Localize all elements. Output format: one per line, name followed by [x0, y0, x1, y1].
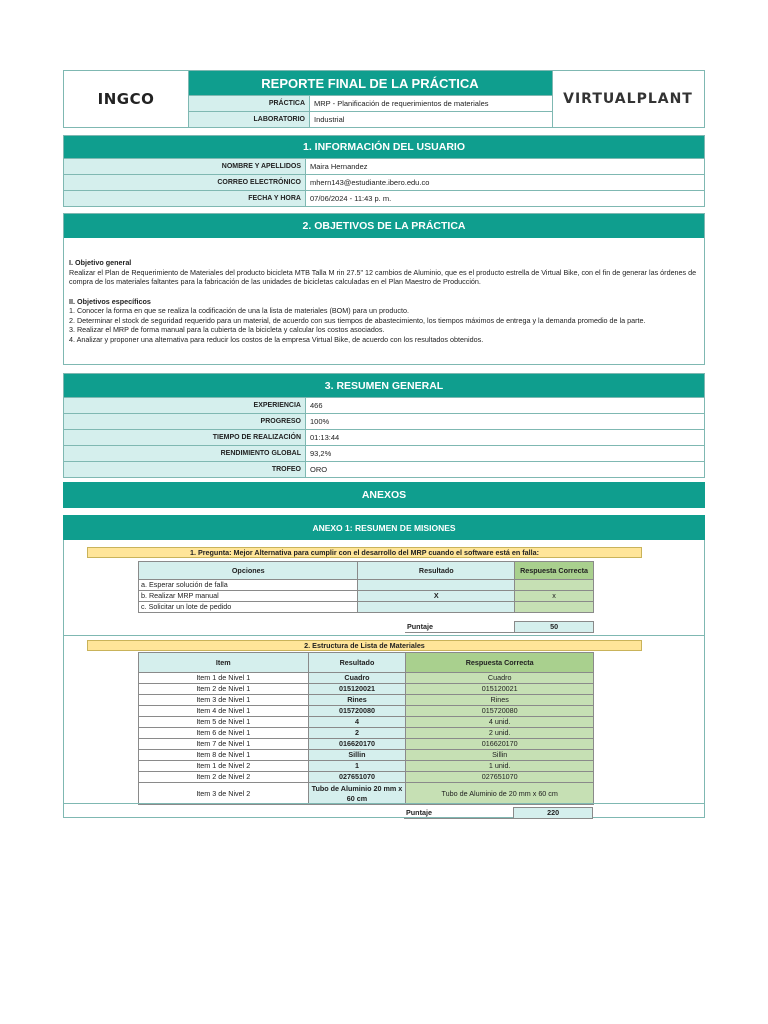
- table-row: [139, 591, 594, 602]
- specific-objective-item: 3. Realizar el MRP de forma manual para la cubierta de la bicicleta y calcular los costos asociados.: [69, 325, 385, 334]
- q2-result: Sillin: [308, 750, 406, 761]
- q1-correct: [515, 580, 594, 591]
- user-info-section: [63, 135, 705, 207]
- user-date-row: [64, 190, 704, 206]
- q1-result: [358, 580, 515, 591]
- general-objective-text: Realizar el Plan de Requerimiento de Materiales del producto bicicleta MTB Talla M rin 27.5" 12 cambios de Aluminio, que es el producto estrella de Virtual Bike, con el fin de generar las órdenes de compra de los materiales faltantes para la fabricación de las unidades de bicicletas calculadas en el Plan Maestro de Producción.: [69, 267, 697, 286]
- summary-row-progress: [64, 413, 704, 429]
- row-label: TIEMPO DE REALIZACIÓN: [64, 430, 306, 445]
- q1-option: c. Solicitar un lote de pedido: [139, 602, 358, 613]
- q1-header-result: Resultado: [358, 562, 515, 580]
- q2-correct: Rines: [406, 695, 594, 706]
- q2-title: 2. Estructura de Lista de Materiales: [87, 640, 642, 651]
- specific-objective-item: 1. Conocer la forma en que se realiza la codificación de una la lista de materiales (BOM) para un producto.: [69, 306, 409, 315]
- q2-header-result: Resultado: [308, 653, 406, 673]
- objectives-section: [63, 213, 705, 365]
- summary-row-performance: [64, 445, 704, 461]
- q2-correct: Tubo de Aluminio de 20 mm x 60 cm: [406, 783, 594, 805]
- practica-row: [188, 95, 552, 111]
- row-value: Maira Hernandez: [310, 162, 368, 171]
- q1-correct: [515, 602, 594, 613]
- q2-correct: Sillin: [406, 750, 594, 761]
- q2-result: 1: [308, 761, 406, 772]
- row-label: CORREO ELECTRÓNICO: [64, 175, 306, 190]
- q2-item: Item 4 de Nivel 1: [139, 706, 309, 717]
- laboratorio-value: Industrial: [310, 111, 552, 127]
- q1-result: [358, 602, 515, 613]
- row-label: FECHA Y HORA: [64, 191, 306, 206]
- row-value: 466: [310, 401, 323, 410]
- q2-result: Cuadro: [308, 673, 406, 684]
- laboratorio-label: LABORATORIO: [188, 111, 310, 127]
- q1-score-label: Puntaje: [405, 622, 515, 633]
- q2-item: Item 8 de Nivel 1: [139, 750, 309, 761]
- q1-option: a. Esperar solución de falla: [139, 580, 358, 591]
- q1-score: [405, 621, 594, 633]
- q2-item: Item 2 de Nivel 1: [139, 684, 309, 695]
- summary-row-time: [64, 429, 704, 445]
- row-value: 100%: [310, 417, 330, 426]
- row-label: PROGRESO: [64, 414, 306, 429]
- specific-objectives-heading: II. Objetivos específicos: [69, 296, 151, 306]
- ingco-logo: INGCO: [97, 90, 155, 108]
- q2-header-item: Item: [139, 653, 309, 673]
- q1-result: X: [358, 591, 515, 602]
- q2-correct: 4 unid.: [406, 717, 594, 728]
- report-header: [63, 70, 705, 128]
- table-row: [139, 706, 594, 717]
- q1-header-correct: Respuesta Correcta: [515, 562, 594, 580]
- row-value: 93,2%: [310, 449, 332, 458]
- q2-item: Item 7 de Nivel 1: [139, 739, 309, 750]
- table-row: [139, 673, 594, 684]
- objectives-body: [64, 238, 704, 354]
- summary-row-experience: [64, 397, 704, 413]
- row-label: TROFEO: [64, 462, 306, 477]
- row-value: mhern143@estudiante.ibero.edu.co: [310, 178, 430, 187]
- table-row: [139, 739, 594, 750]
- row-label: NOMBRE Y APELLIDOS: [64, 159, 306, 174]
- row-value: 07/06/2024 - 11:43 p. m.: [310, 194, 392, 203]
- practica-value: MRP - Planificación de requerimientos de materiales: [310, 95, 552, 111]
- q2-result: Rines: [308, 695, 406, 706]
- q1-table: [138, 561, 594, 613]
- q2-result: Tubo de Aluminio 20 mm x 60 cm: [308, 783, 406, 805]
- q2-correct: 015120021: [406, 684, 594, 695]
- specific-objective-item: 4. Analizar y proponer una alternativa para reducir los costos de la empresa Virtual Bike, de acuerdo con los resultados obtenidos.: [69, 334, 484, 344]
- table-row: [139, 783, 594, 805]
- q2-score: [404, 807, 593, 819]
- virtualplant-logo: VIRTUALPLANT: [563, 91, 693, 107]
- q2-result: 027651070: [308, 772, 406, 783]
- table-row: [139, 761, 594, 772]
- q2-score-value: 220: [514, 808, 593, 819]
- laboratorio-row: [188, 111, 552, 127]
- q2-item: Item 2 de Nivel 2: [139, 772, 309, 783]
- q1-title: 1. Pregunta: Mejor Alternativa para cumplir con el desarrollo del MRP cuando el software está en falla:: [87, 547, 642, 558]
- q1-header-options: Opciones: [139, 562, 358, 580]
- q1-score-value: 50: [515, 622, 594, 633]
- user-info-title: 1. INFORMACIÓN DEL USUARIO: [64, 136, 704, 158]
- specific-objective-item: 2. Determinar el stock de seguridad requerido para un material, de acuerdo con sus tiempos de abastecimiento, los tiempos máximos de entrega y la demanda promedio de la parte.: [69, 315, 646, 325]
- q1-correct: x: [515, 591, 594, 602]
- q1-option: b. Realizar MRP manual: [139, 591, 358, 602]
- q2-result: 015120021: [308, 684, 406, 695]
- summary-row-trophy: [64, 461, 704, 477]
- q2-item: Item 5 de Nivel 1: [139, 717, 309, 728]
- q2-table: [138, 652, 594, 805]
- report-title: REPORTE FINAL DE LA PRÁCTICA: [188, 71, 552, 95]
- q2-correct: 2 unid.: [406, 728, 594, 739]
- q2-result: 4: [308, 717, 406, 728]
- user-name-row: [64, 158, 704, 174]
- summary-section: [63, 373, 705, 478]
- q2-result: 2: [308, 728, 406, 739]
- q2-item: Item 6 de Nivel 1: [139, 728, 309, 739]
- table-row: [139, 602, 594, 613]
- general-objective-heading: I. Objetivo general: [69, 258, 132, 267]
- row-label: EXPERIENCIA: [64, 398, 306, 413]
- q2-correct: Cuadro: [406, 673, 594, 684]
- q2-correct: 1 unid.: [406, 761, 594, 772]
- q2-correct: 015720080: [406, 706, 594, 717]
- table-row: [139, 772, 594, 783]
- annex1-title: ANEXO 1: RESUMEN DE MISIONES: [63, 515, 705, 540]
- q2-item: Item 1 de Nivel 1: [139, 673, 309, 684]
- q2-item: Item 3 de Nivel 2: [139, 783, 309, 805]
- annex1-body: [63, 540, 705, 818]
- row-label: RENDIMIENTO GLOBAL: [64, 446, 306, 461]
- q2-result: 015720080: [308, 706, 406, 717]
- row-value: 01:13:44: [310, 433, 340, 442]
- table-row: [139, 684, 594, 695]
- practica-label: PRÁCTICA: [188, 95, 310, 111]
- table-row: [139, 695, 594, 706]
- table-row: [139, 580, 594, 591]
- annexes-title: ANEXOS: [63, 482, 705, 508]
- table-row: [139, 728, 594, 739]
- objectives-title: 2. OBJETIVOS DE LA PRÁCTICA: [64, 214, 704, 238]
- table-row: [139, 750, 594, 761]
- q2-correct: 016620170: [406, 739, 594, 750]
- summary-title: 3. RESUMEN GENERAL: [64, 374, 704, 397]
- q2-correct: 027651070: [406, 772, 594, 783]
- q2-item: Item 1 de Nivel 2: [139, 761, 309, 772]
- q2-header-correct: Respuesta Correcta: [406, 653, 594, 673]
- q2-score-label: Puntaje: [404, 808, 514, 819]
- user-email-row: [64, 174, 704, 190]
- row-value: ORO: [310, 465, 328, 474]
- q2-result: 016620170: [308, 739, 406, 750]
- q2-item: Item 3 de Nivel 1: [139, 695, 309, 706]
- table-row: [139, 717, 594, 728]
